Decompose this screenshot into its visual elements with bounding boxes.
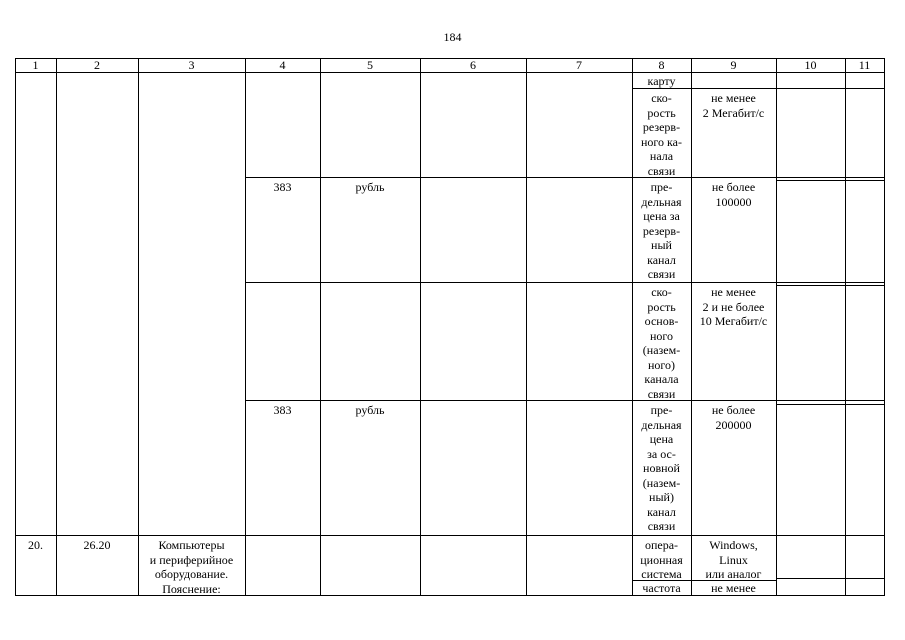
row-3-col-9: не менее 2 и не более 10 Мегабит/с: [699, 285, 768, 328]
row-5-col-1: 20.: [28, 538, 43, 552]
row-0-col-8: карту: [647, 74, 676, 88]
row-5-col-8: опера- ционная система: [640, 538, 683, 581]
row-2-col-4: 383: [273, 180, 292, 194]
row-2-col-8: пре- дельная цена за резерв- ный канал связи: [641, 180, 682, 281]
col-header-11: 11: [858, 58, 871, 72]
row-2-col-5: рубль: [355, 180, 385, 194]
col-header-2: 2: [94, 58, 100, 72]
col-header-4: 4: [279, 58, 286, 72]
col-header-1: 1: [32, 58, 39, 72]
col-header-9: 9: [730, 58, 737, 72]
row-4-col-8: пре- дельная цена за ос- новной (назем- ный) канал связи: [641, 403, 682, 533]
row-4-col-9: не более 200000: [711, 403, 756, 432]
col-header-3: 3: [188, 58, 195, 72]
row-5-col-2: 26.20: [83, 538, 111, 552]
col-header-6: 6: [470, 58, 476, 72]
row-4-col-4: 383: [273, 403, 292, 417]
row-1-col-8: ско- рость резерв- ного ка- нала связи: [640, 91, 682, 178]
row-3-col-8: ско- рость основ- ного (назем- ного) канала связи: [642, 285, 681, 401]
row-5-col-9: Windows, Linux или аналог: [705, 538, 762, 581]
row-5-col-3: Компьютеры и периферийное оборудование. Пояснение:: [149, 538, 234, 596]
row-1-col-9: не менее 2 Мегабит/с: [702, 91, 765, 120]
page-number: 184: [443, 30, 462, 44]
col-header-8: 8: [658, 58, 665, 72]
col-header-10: 10: [804, 58, 817, 72]
col-header-7: 7: [576, 58, 582, 72]
col-header-5: 5: [367, 58, 373, 72]
row-4-col-5: рубль: [355, 403, 385, 417]
row-2-col-9: не более 100000: [711, 180, 756, 209]
row-6-col-8: частота: [642, 581, 681, 595]
row-6-col-9: не менее: [711, 581, 756, 595]
